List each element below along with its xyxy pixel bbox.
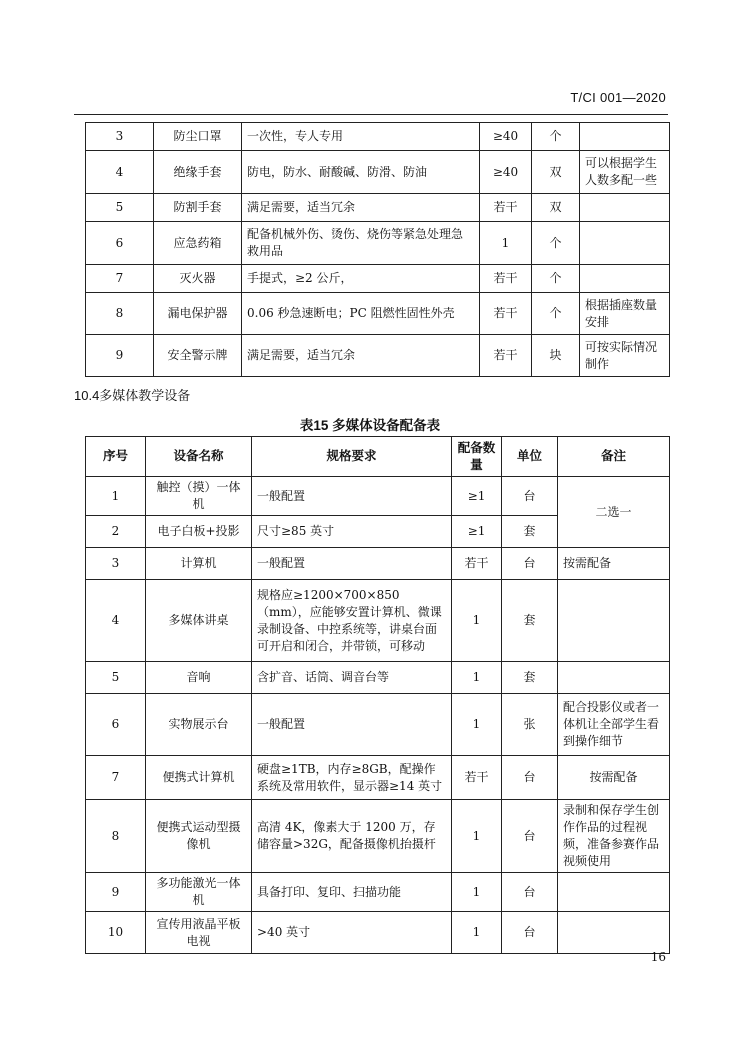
item-note xyxy=(580,265,670,293)
header-spec: 规格要求 xyxy=(252,437,452,477)
item-qty: 1 xyxy=(452,873,502,912)
table-row xyxy=(86,222,670,265)
item-note xyxy=(558,662,670,694)
row-number: 5 xyxy=(86,194,154,222)
item-qty: 1 xyxy=(452,912,502,954)
item-spec: 规格应≥1200×700×850（mm），应能够安置计算机、微课录制设备、中控系统等，讲桌台面可开启和闭合，并带锁，可移动 xyxy=(252,580,452,662)
item-unit: 个 xyxy=(532,293,580,335)
row-number: 9 xyxy=(86,873,146,912)
item-qty: 若干 xyxy=(480,293,532,335)
item-spec: 尺寸≥85 英寸 xyxy=(252,516,452,548)
item-spec: 0.06 秒急速断电；PC 阻燃性固性外壳 xyxy=(242,293,480,335)
item-unit: 台 xyxy=(502,477,558,516)
item-qty: 若干 xyxy=(480,335,532,377)
table-row xyxy=(86,151,670,194)
item-qty: 1 xyxy=(452,800,502,873)
item-note: 可按实际情况制作 xyxy=(580,335,670,377)
item-name: 灭火器 xyxy=(154,265,242,293)
section-heading: 10.4多媒体教学设备 xyxy=(74,388,191,403)
item-note xyxy=(580,123,670,151)
table-row xyxy=(86,662,670,694)
item-name: 防割手套 xyxy=(154,194,242,222)
item-qty: 1 xyxy=(480,222,532,265)
item-spec: 防电，防水、耐酸碱、防滑、防油 xyxy=(242,151,480,194)
item-name: 电子白板+投影 xyxy=(146,516,252,548)
row-number: 6 xyxy=(86,694,146,756)
item-name: 音响 xyxy=(146,662,252,694)
item-unit: 台 xyxy=(502,873,558,912)
item-qty: ≥1 xyxy=(452,477,502,516)
item-name: 实物展示台 xyxy=(146,694,252,756)
row-number: 7 xyxy=(86,756,146,800)
row-number: 6 xyxy=(86,222,154,265)
item-spec: 一般配置 xyxy=(252,694,452,756)
item-name: 宣传用液晶平板电视 xyxy=(146,912,252,954)
item-spec: 高清 4K，像素大于 1200 万，存储容量>32G，配备摄像机抬摄杆 xyxy=(252,800,452,873)
row-number: 8 xyxy=(86,800,146,873)
row-number: 5 xyxy=(86,662,146,694)
row-number: 8 xyxy=(86,293,154,335)
table-row xyxy=(86,194,670,222)
table-row xyxy=(86,335,670,377)
item-qty: 若干 xyxy=(480,265,532,293)
item-spec: 一般配置 xyxy=(252,548,452,580)
item-name: 安全警示牌 xyxy=(154,335,242,377)
item-qty: 1 xyxy=(452,580,502,662)
row-number: 9 xyxy=(86,335,154,377)
item-unit: 套 xyxy=(502,580,558,662)
table-caption: 表15 多媒体设备配备表 xyxy=(299,418,441,433)
item-qty: 1 xyxy=(452,662,502,694)
table-row xyxy=(86,293,670,335)
item-note: 录制和保存学生创作作品的过程视频，准备参赛作品视频使用 xyxy=(558,800,670,873)
item-spec: 满足需要，适当冗余 xyxy=(242,335,480,377)
item-note: 配合投影仪或者一体机让全部学生看到操作细节 xyxy=(558,694,670,756)
item-note xyxy=(580,222,670,265)
table-row xyxy=(86,800,670,873)
item-qty: 若干 xyxy=(452,756,502,800)
item-unit: 个 xyxy=(532,222,580,265)
item-note: 可以根据学生人数多配一些 xyxy=(580,151,670,194)
table-header-row xyxy=(86,437,670,477)
item-name: 计算机 xyxy=(146,548,252,580)
row-number: 1 xyxy=(86,477,146,516)
multimedia-equipment-table xyxy=(85,436,670,954)
item-name: 漏电保护器 xyxy=(154,293,242,335)
header-name: 设备名称 xyxy=(146,437,252,477)
item-qty: ≥1 xyxy=(452,516,502,548)
row-number: 3 xyxy=(86,548,146,580)
table-row xyxy=(86,265,670,293)
item-note xyxy=(558,912,670,954)
row-number: 2 xyxy=(86,516,146,548)
table-row xyxy=(86,477,670,516)
table-row xyxy=(86,548,670,580)
table-row xyxy=(86,912,670,954)
row-number: 10 xyxy=(86,912,146,954)
table-row xyxy=(86,756,670,800)
item-note: 按需配备 xyxy=(558,548,670,580)
item-spec: 一次性，专人专用 xyxy=(242,123,480,151)
item-unit: 块 xyxy=(532,335,580,377)
item-name: 便携式运动型摄像机 xyxy=(146,800,252,873)
item-spec: 含扩音、话筒、调音台等 xyxy=(252,662,452,694)
item-unit: 张 xyxy=(502,694,558,756)
table-row xyxy=(86,580,670,662)
item-note xyxy=(558,873,670,912)
item-unit: 个 xyxy=(532,265,580,293)
header-note: 备注 xyxy=(558,437,670,477)
item-spec: 具备打印、复印、扫描功能 xyxy=(252,873,452,912)
row-number: 4 xyxy=(86,151,154,194)
item-qty: 若干 xyxy=(480,194,532,222)
item-unit: 双 xyxy=(532,194,580,222)
item-name: 防尘口罩 xyxy=(154,123,242,151)
row-number: 7 xyxy=(86,265,154,293)
item-unit: 双 xyxy=(532,151,580,194)
equipment-table-continued xyxy=(85,122,670,377)
page-number: 16 xyxy=(650,950,666,964)
table-row xyxy=(86,694,670,756)
item-qty: 若干 xyxy=(452,548,502,580)
item-unit: 台 xyxy=(502,548,558,580)
header-unit: 单位 xyxy=(502,437,558,477)
item-name: 便携式计算机 xyxy=(146,756,252,800)
item-unit: 台 xyxy=(502,756,558,800)
item-name: 多媒体讲桌 xyxy=(146,580,252,662)
table-row xyxy=(86,123,670,151)
item-spec: >40 英寸 xyxy=(252,912,452,954)
item-spec: 一般配置 xyxy=(252,477,452,516)
item-name: 绝缘手套 xyxy=(154,151,242,194)
header-divider xyxy=(74,114,668,115)
item-spec: 满足需要，适当冗余 xyxy=(242,194,480,222)
item-note xyxy=(558,580,670,662)
item-note: 按需配备 xyxy=(558,756,670,800)
item-note: 根据插座数量安排 xyxy=(580,293,670,335)
item-spec: 配备机械外伤、烫伤、烧伤等紧急处理急救用品 xyxy=(242,222,480,265)
item-unit: 台 xyxy=(502,912,558,954)
item-unit: 套 xyxy=(502,516,558,548)
item-name: 应急药箱 xyxy=(154,222,242,265)
table-row xyxy=(86,873,670,912)
header-qty: 配备数量 xyxy=(452,437,502,477)
item-qty: 1 xyxy=(452,694,502,756)
item-name: 触控（摸）一体机 xyxy=(146,477,252,516)
item-spec: 硬盘≥1TB，内存≥8GB，配操作系统及常用软件，显示器≥14 英寸 xyxy=(252,756,452,800)
item-unit: 个 xyxy=(532,123,580,151)
item-unit: 套 xyxy=(502,662,558,694)
row-number: 4 xyxy=(86,580,146,662)
header-no: 序号 xyxy=(86,437,146,477)
item-qty: ≥40 xyxy=(480,123,532,151)
item-name: 多功能激光一体机 xyxy=(146,873,252,912)
row-number: 3 xyxy=(86,123,154,151)
item-note xyxy=(580,194,670,222)
item-spec: 手提式，≥2 公斤， xyxy=(242,265,480,293)
item-note: 二选一 xyxy=(558,477,670,548)
item-qty: ≥40 xyxy=(480,151,532,194)
item-unit: 台 xyxy=(502,800,558,873)
document-code: T/CI 001—2020 xyxy=(570,90,666,105)
